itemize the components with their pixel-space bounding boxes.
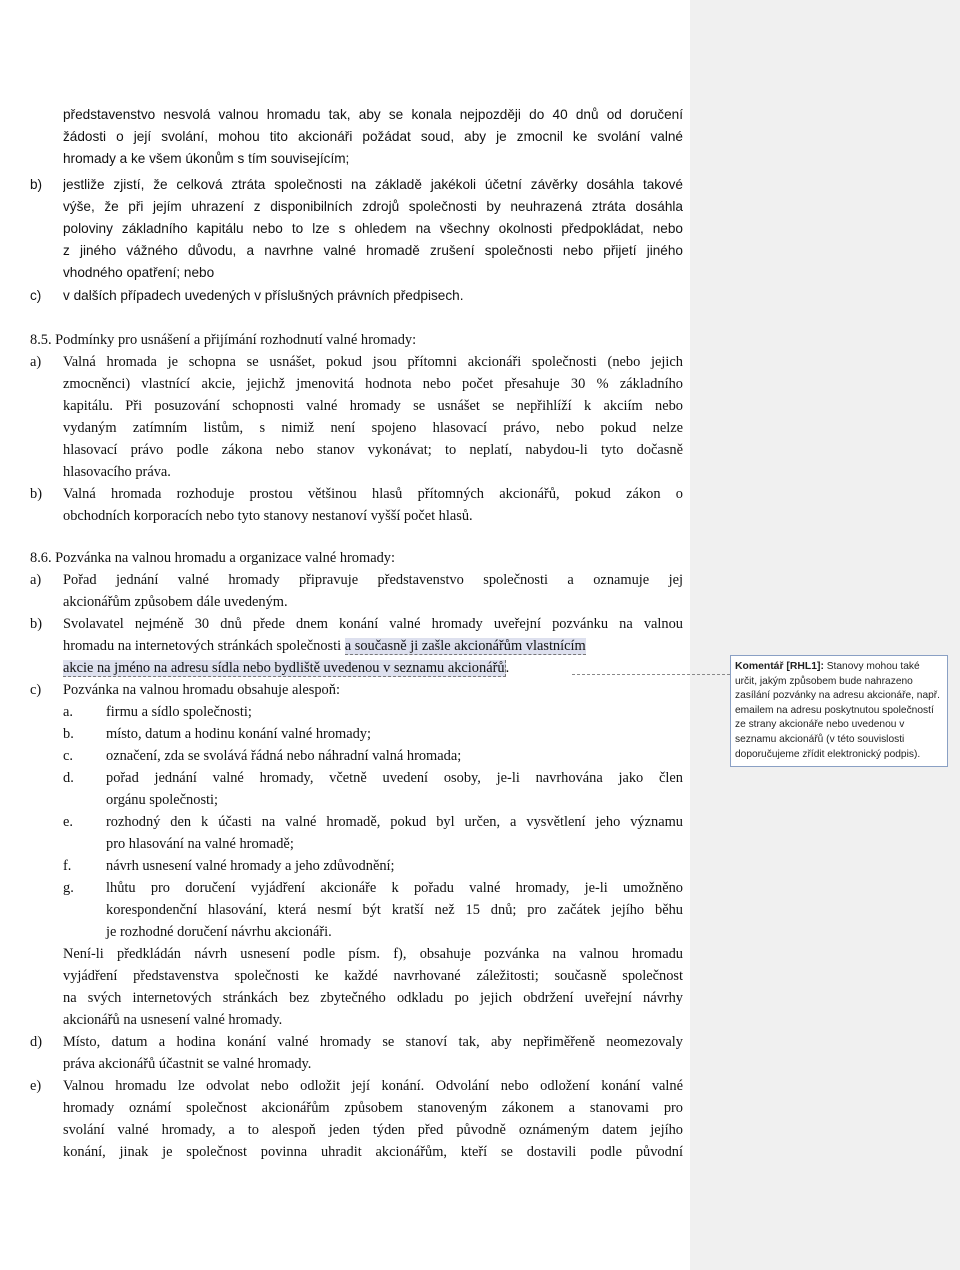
sublist-line: firmu a sídlo společnosti; — [106, 704, 252, 720]
sublist-marker: e. — [63, 814, 73, 830]
text-run: hromadu na internetových stránkách společnosti — [63, 638, 345, 654]
list-marker: a) — [30, 572, 42, 588]
list-marker: b) — [30, 616, 42, 632]
paragraph-line: představenstvo nesvolá valnou hromadu tak, aby se konala nejpozději do 40 dnů od doručení — [63, 107, 683, 122]
paragraph-line: Valnou hromadu lze odvolat nebo odložit její konání. Odvolání nebo odložení konání valné — [63, 1078, 683, 1094]
paragraph-line: Místo, datum a hodina konání valné hromady se stanoví tak, aby nepřiměřeně neomezovaly — [63, 1034, 683, 1050]
paragraph-line: výše, že při jejím uhrazení z disponibilních zdrojů společnosti by neuhrazená ztráta dosáhla — [63, 199, 683, 214]
paragraph-line: Pořad jednání valné hromady připravuje představenstvo společnosti a oznamuje jej — [63, 572, 683, 588]
sublist-marker: g. — [63, 880, 74, 896]
list-marker: c) — [30, 288, 42, 303]
paragraph-line — [63, 657, 683, 679]
section-heading: 8.5. Podmínky pro usnášení a přijímání rozhodnutí valné hromady: — [30, 332, 417, 348]
sublist-line: místo, datum a hodinu konání valné hromady; — [106, 726, 371, 742]
paragraph-line — [63, 635, 683, 657]
paragraph-line: Svolavatel nejméně 30 dnů přede dnem konání valné hromady uveřejní pozvánku na valnou — [63, 616, 683, 632]
paragraph-line: Valná hromada je schopna se usnášet, pokud jsou přítomni akcionáři společnosti (nebo jejich — [63, 354, 683, 370]
sublist-marker: d. — [63, 770, 74, 786]
paragraph-line: Valná hromada rozhoduje prostou většinou hlasů přítomných akcionářů, pokud zákon o — [63, 486, 683, 502]
sublist-marker: b. — [63, 726, 74, 742]
sublist-line: pro hlasování na valné hromadě; — [106, 836, 294, 852]
paragraph-line: Pozvánka na valnou hromadu obsahuje alespoň: — [63, 682, 340, 698]
sublist-line: návrh usnesení valné hromady a jeho zdůvodnění; — [106, 858, 395, 874]
paragraph-line: vhodného opatření; nebo — [63, 265, 215, 280]
paragraph-line: konání, jinak je společnost povinna uhradit akcionářům, kteří se dostavili podle původní — [63, 1144, 683, 1160]
sublist-marker: c. — [63, 748, 73, 764]
sublist-line: lhůtu pro doručení vyjádření akcionáře k pořadu valné hromady, je-li umožněno — [106, 880, 683, 896]
paragraph-line: Není-li předkládán návrh usnesení podle písm. f), obsahuje pozvánka na valnou hromadu — [63, 946, 683, 962]
paragraph-line: hromady oznámí společnost akcionářům způsobem stanoveným zákonem a stanovami pro — [63, 1100, 683, 1116]
section-heading: 8.6. Pozvánka na valnou hromadu a organizace valné hromady: — [30, 550, 395, 566]
paragraph-line: akcionářům způsobem dále uvedeným. — [63, 594, 288, 610]
comment-margin-panel — [690, 0, 960, 1270]
list-marker: a) — [30, 354, 42, 370]
paragraph-line: akcionářů na usnesení valné hromady. — [63, 1012, 283, 1028]
sublist-line: označení, zda se svolává řádná nebo náhradní valná hromada; — [106, 748, 462, 764]
paragraph-line: vydaným zatímním listům, s nimiž není spojeno hlasovací právo, nebo pokud nelze — [63, 420, 683, 436]
paragraph-line: hlasovací právo podle zákona nebo stanov vykonávat; to neplatí, nabydou-li tyto dočasně — [63, 442, 683, 458]
paragraph-line: kapitálu. Při posuzování schopnosti valné hromady se usnášet se nepřihlíží k akciím nebo — [63, 398, 683, 414]
commented-text[interactable]: akcie na jméno na adresu sídla nebo bydliště uvedenou v seznamu akcionářů — [63, 660, 505, 676]
sublist-line: rozhodný den k účasti na valné hromadě, pokud byl určen, a vysvětlení jeho významu — [106, 814, 683, 830]
paragraph-line: žádosti o její svolání, mohou tito akcionáři požádat soud, aby je zmocnil ke svolání valné — [63, 129, 683, 144]
paragraph-line: svolání valné hromady, a to alespoň jeden týden před původně oznámeným datem jejího — [63, 1122, 683, 1138]
list-marker: e) — [30, 1078, 42, 1094]
paragraph-line: v dalších případech uvedených v příslušných právních předpisech. — [63, 288, 464, 303]
paragraph-line: vyjádření představenstva společnosti ke každé navrhované záležitosti; současně společnost — [63, 968, 683, 984]
sublist-line: korespondenční hlasování, která nesmí být kratší než 15 dnů; pro začátek jejího běhu — [106, 902, 683, 918]
sublist-line: orgánu společnosti; — [106, 792, 219, 808]
paragraph-line: práva akcionářů účastnit se valné hromady. — [63, 1056, 312, 1072]
comment-balloon[interactable] — [730, 655, 948, 767]
paragraph-line: jestliže zjistí, že celková ztráta společnosti na základě jakékoli účetní závěrky dosáhla takové — [63, 177, 683, 192]
paragraph-line: hlasovacího práva. — [63, 464, 171, 480]
list-marker: c) — [30, 682, 42, 698]
paragraph-line: z jiného vážného důvodu, a navrhne valné hromadě zrušení společnosti nebo přijetí jiného — [63, 243, 683, 258]
paragraph-line: poloviny základního kapitálu nebo to lze s ohledem na všechny okolnosti předpokládat, nebo — [63, 221, 683, 236]
sublist-marker: f. — [63, 858, 72, 874]
paragraph-line: na svých internetových stránkách bez zbytečného odkladu po jejich obdržení uveřejní návrhy — [63, 990, 683, 1006]
commented-text[interactable]: a současně ji zašle akcionářům vlastnícím — [344, 638, 586, 654]
list-marker: b) — [30, 177, 43, 192]
text-run: . — [505, 660, 510, 676]
comment-connector-line — [572, 674, 730, 675]
sublist-line: pořad jednání valné hromady, včetně uvedení osoby, je-li navrhována jako člen — [106, 770, 683, 786]
comment-text: Stanovy mohou také určit, jakým způsobem bude nahrazeno zasílání pozvánky na adresu akcionáře, např. emailem na adresu poskytnutou společností ze strany akcionáře nebo uvedenou v seznamu akcionářů (v této souvislosti doporučujeme zřídit elektronický podpis). — [735, 661, 941, 760]
sublist-marker: a. — [63, 704, 73, 720]
paragraph-line: hromady a ke všem úkonům s tím souvisejícím; — [63, 151, 350, 166]
list-marker: b) — [30, 486, 42, 502]
paragraph-line: zmocněnci) vlastnící akcie, jejichž jmenovitá hodnota nebo počet přesahuje 30 % základního — [63, 376, 683, 392]
paragraph-line: obchodních korporacích nebo tyto stanovy nestanoví vyšší počet hlasů. — [63, 508, 473, 524]
sublist-line: je rozhodné doručení návrhu akcionáři. — [106, 924, 332, 940]
comment-author: Komentář [RHL1]: — [735, 661, 824, 672]
list-marker: d) — [30, 1034, 42, 1050]
